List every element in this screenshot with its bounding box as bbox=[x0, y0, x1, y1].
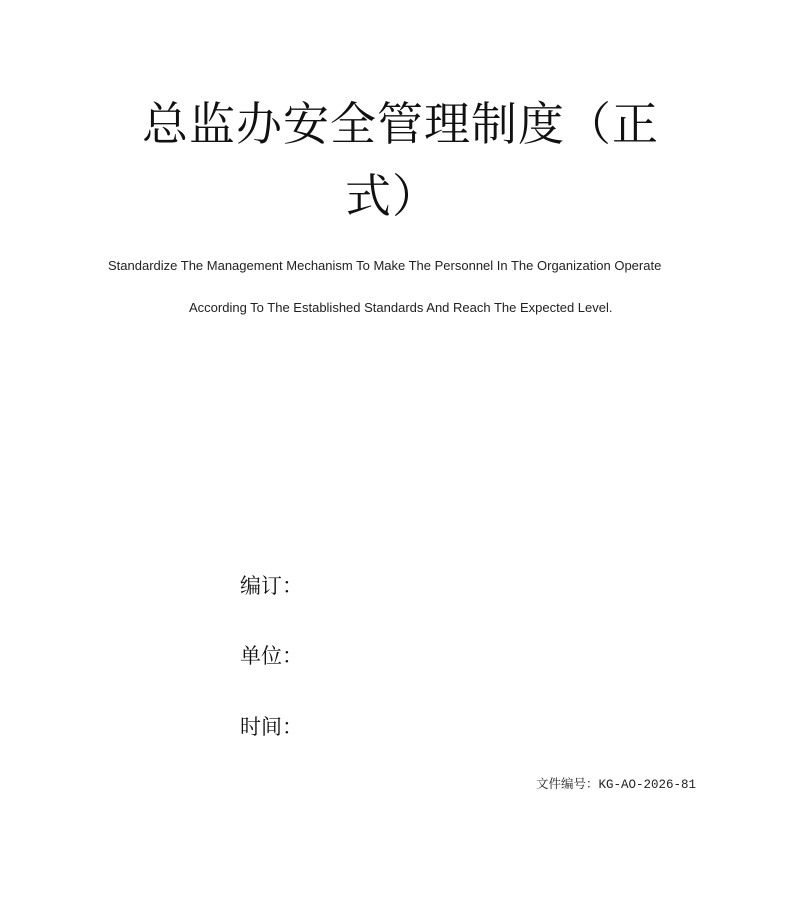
field-label-unit: 单位： bbox=[240, 644, 303, 668]
field-label-time: 时间： bbox=[240, 715, 303, 739]
field-label-edited-by: 编订： bbox=[240, 574, 303, 598]
subtitle-line-1: Standardize The Management Mechanism To Make The Personnel In The Organization Operate bbox=[108, 258, 662, 273]
subtitle-line-2: According To The Established Standards And Reach The Expected Level. bbox=[189, 300, 613, 315]
document-number bbox=[536, 776, 696, 793]
document-number-value: KG-AO-2026-81 bbox=[598, 778, 697, 792]
document-title-line-1: 总监办安全管理制度（正 bbox=[142, 97, 659, 151]
document-title-line-2: 式） bbox=[345, 169, 439, 223]
document-number-label: 文件编号： bbox=[536, 776, 599, 791]
